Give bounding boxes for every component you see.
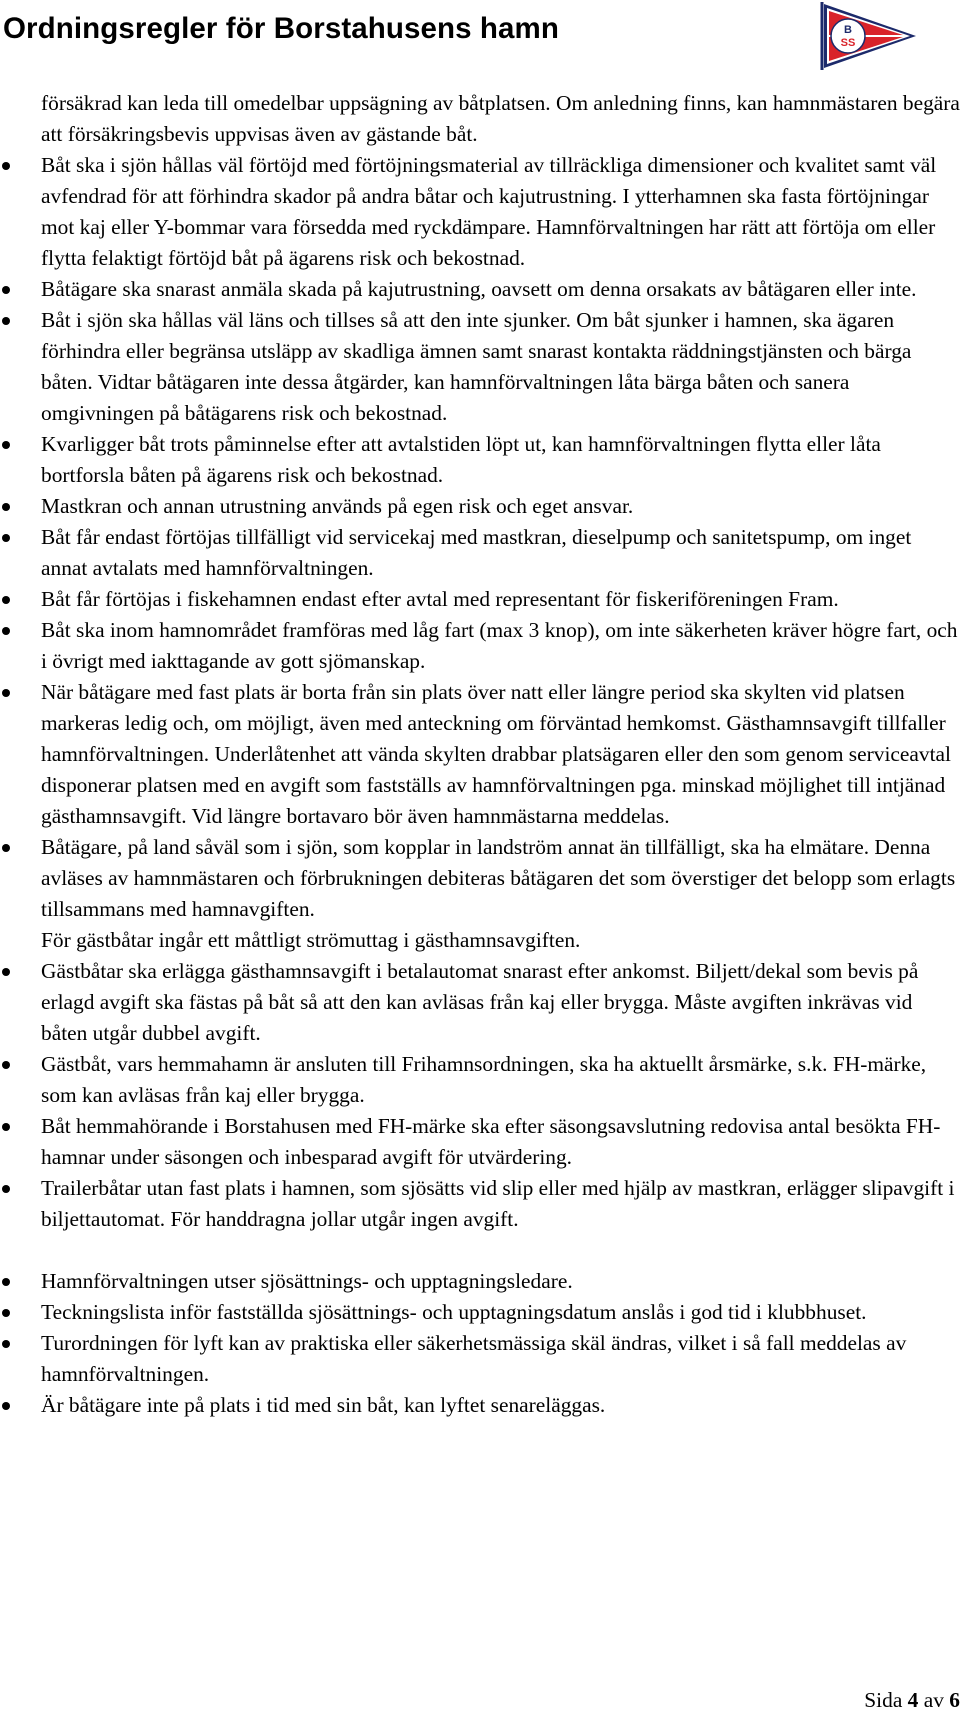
bullet-icon xyxy=(2,689,10,697)
list-item xyxy=(0,615,960,677)
list-item xyxy=(0,677,960,832)
list-item xyxy=(0,584,960,615)
list-item xyxy=(0,956,960,1049)
total-pages-number: 6 xyxy=(949,1688,960,1712)
list-item-text: Båt ska i sjön hållas väl förtöjd med förtöjningsmaterial av tillräckliga dimensioner och kvalitet samt väl avfendrad för att förhindra skador på andra båtar och kajutrustning. I ytterhamnen ska fasta förtöjningar mot kaj eller Y-bommar vara försedda med ryckdämpare. Hamnförvaltningen har rätt att förtöja om eller flytta felaktigt förtöjd båt på ägarens risk och bekostnad. xyxy=(41,153,937,270)
page-number-prefix: Sida xyxy=(864,1688,903,1712)
list-item-text: Hamnförvaltningen utser sjösättnings- och upptagningsledare. xyxy=(41,1269,573,1293)
bullet-icon xyxy=(2,1402,10,1410)
list-item-text: Båt i sjön ska hållas väl läns och tillses så att den inte sjunker. Om båt sjunker i hamnen, ska ägaren förhindra eller begränsa utsläpp av skadliga ämnen samt snarast kontakta räddningstjänsten och bärga båten. Vidtar båtägaren inte dessa åtgärder, kan hamnförvaltningen låta bärga båten och sanera omgivningen på båtägarens risk och bekostnad. xyxy=(41,308,912,425)
list-item-text: Båt får endast förtöjas tillfälligt vid servicekaj med mastkran, dieselpump och sanitetspump, om inget annat avtalats med hamnförvaltningen. xyxy=(41,525,912,580)
bullet-icon xyxy=(2,1278,10,1286)
list-item xyxy=(0,305,960,429)
list-item-text: Turordningen för lyft kan av praktiska eller säkerhetsmässiga skäl ändras, vilket i så fall meddelas av hamnförvaltningen. xyxy=(41,1331,907,1386)
list-item-text: Båtägare ska snarast anmäla skada på kajutrustning, oavsett om denna orsakats av båtägaren eller inte. xyxy=(41,277,917,301)
list-item-text: Är båtägare inte på plats i tid med sin båt, kan lyftet senareläggas. xyxy=(41,1393,606,1417)
pennant-text-top: B xyxy=(844,24,852,36)
continuation-paragraph: försäkrad kan leda till omedelbar uppsägning av båtplatsen. Om anledning finns, kan hamnmästaren begära att försäkringsbevis uppvisas även av gästande båt. xyxy=(41,91,960,146)
page-title: Ordningsregler för Borstahusens hamn xyxy=(3,12,560,45)
list-item xyxy=(0,1266,960,1297)
list-item xyxy=(0,1111,960,1173)
page-footer xyxy=(864,1688,960,1713)
bullet-icon xyxy=(2,1185,10,1193)
club-pennant-icon xyxy=(818,0,920,72)
bullet-icon xyxy=(2,968,10,976)
list-item xyxy=(0,1328,960,1390)
list-item-text: Gästbåtar ska erlägga gästhamnsavgift i betalautomat snarast efter ankomst. Biljett/dekal som bevis på erlagd avgift ska fästas på båt så att den kan avläsas från kaj eller brygga. Måste avgiften inkrävas vid båten utgår dubbel avgift. xyxy=(41,959,919,1045)
list-item-text: Båt ska inom hamnområdet framföras med låg fart (max 3 knop), om inte säkerheten kräver högre fart, och i övrigt med iakttagande av gott sjömanskap. xyxy=(41,618,958,673)
list-item-text: Gästbåt, vars hemmahamn är ansluten till Frihamnsordningen, ska ha aktuellt årsmärke, s.k. FH-märke, som kan avläsas från kaj eller brygga. xyxy=(41,1052,927,1107)
list-item-text: Båt hemmahörande i Borstahusen med FH-märke ska efter säsongsavslutning redovisa antal besökta FH-hamnar under säsongen och inbesparad avgift för utvärdering. xyxy=(41,1114,941,1169)
page-number-separator: av xyxy=(923,1688,944,1712)
list-item xyxy=(0,491,960,522)
list-item-text: Mastkran och annan utrustning används på egen risk och eget ansvar. xyxy=(41,494,634,518)
list-item-text: Teckningslista inför fastställda sjösättnings- och upptagningsdatum anslås i god tid i klubbhuset. xyxy=(41,1300,867,1324)
bullet-icon xyxy=(2,844,10,852)
rules-list xyxy=(0,150,960,1235)
list-item xyxy=(0,832,960,956)
bullet-icon xyxy=(2,286,10,294)
list-item-text: Kvarligger båt trots påminnelse efter att avtalstiden löpt ut, kan hamnförvaltningen flytta eller låta bortforsla båten på ägarens risk och bekostnad. xyxy=(41,432,881,487)
bullet-icon xyxy=(2,317,10,325)
list-item xyxy=(0,150,960,274)
page-header xyxy=(0,0,960,70)
list-item xyxy=(0,1297,960,1328)
bullet-icon xyxy=(2,1340,10,1348)
rules-content xyxy=(0,88,960,1421)
bullet-icon xyxy=(2,441,10,449)
bullet-icon xyxy=(2,534,10,542)
list-item xyxy=(0,522,960,584)
list-item xyxy=(0,1173,960,1235)
list-item-text: När båtägare med fast plats är borta från sin plats över natt eller längre period ska skylten vid platsen markeras ledig och, om möjligt, även med anteckning om förväntad hemkomst. Gästhamnsavgift tillfaller hamnförvaltningen. Underlåtenhet att vända skylten drabbar platsägaren eller den som genom serviceavtal disponerar platsen med en avgift som fastställs av hamnförvaltningen pga. minskad möjlighet till intjänad gästhamnsavgift. Vid längre bortavaro bör även hamnmästarna meddelas. xyxy=(41,680,951,828)
list-item xyxy=(0,274,960,305)
bullet-icon xyxy=(2,1061,10,1069)
list-item xyxy=(0,1049,960,1111)
bullet-icon xyxy=(2,1309,10,1317)
launch-rules-list xyxy=(0,1266,960,1421)
bullet-icon xyxy=(2,503,10,511)
bullet-icon xyxy=(2,162,10,170)
current-page-number: 4 xyxy=(907,1688,919,1712)
list-item xyxy=(0,1390,960,1421)
list-item-text: Båt får förtöjas i fiskehamnen endast efter avtal med representant för fiskeriföreningen Fram. xyxy=(41,587,839,611)
list-item-text: Båtägare, på land såväl som i sjön, som kopplar in landström annat än tillfälligt, ska ha elmätare. Denna avläses av hamnmästaren och förbrukningen debiteras båtägaren det som överstiger det belopp som erlagts tillsammans med hamnavgiften. För gästbåtar ingår ett måttligt strömuttag i gästhamnsavgiften. xyxy=(41,835,956,952)
bullet-icon xyxy=(2,1123,10,1131)
pennant-text-bottom: SS xyxy=(840,37,856,49)
list-item-text: Trailerbåtar utan fast plats i hamnen, som sjösätts vid slip eller med hjälp av mastkran, erlägger slipavgift i biljettautomat. För handdragna jollar utgår ingen avgift. xyxy=(41,1176,955,1231)
bullet-icon xyxy=(2,596,10,604)
bullet-icon xyxy=(2,627,10,635)
list-item xyxy=(0,429,960,491)
